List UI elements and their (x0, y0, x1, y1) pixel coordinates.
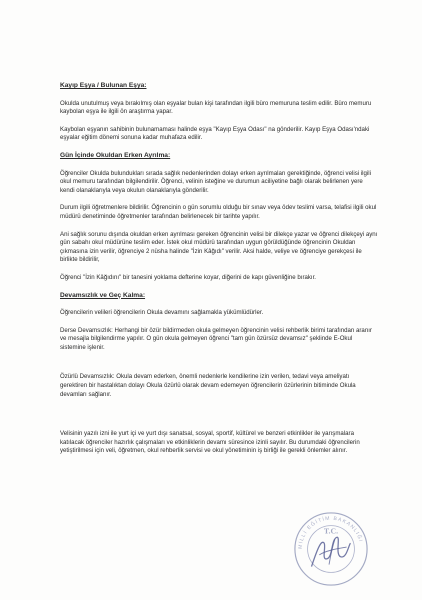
paragraph: Ani sağlık sorunu dışında okuldan erken ayrılması gereken öğrencinin velisi bir dilekçe yazar ve öğrenci dilekçeyi aynı gün sabahı okul müdürüne teslim eder. İstek okul müdürü tarafından uygun görüldüğünde öğrencinin Okuldan çıkmasına izin verilir, öğrenciye 2 nüsha halinde "İzin Kâğıdı" verilir. Aksi halde, veliye ve öğrenciye gerekçesi ile birlikte bildirilir, (60, 230, 378, 264)
paragraph: Özürlü Devamsızlık: Okula devam ederken, önemli nedenlerle kendilerine izin verilen, tedavi veya ameliyatı gerektiren bir hastalıktan dolayı Okula özürlü olarak devam edemeyen öğrencilerin özürlerinin bitiminde Okula devamları sağlanır. (60, 373, 356, 398)
svg-text:MİLLİ EĞİTİM BAKANLIĞI: MİLLİ EĞİTİM BAKANLIĞI (297, 515, 364, 550)
paragraph: Velisinin yazılı izni ile yurt içi ve yurt dışı sanatsal, sosyal, sportif, kültürel ve benzeri etkinlikler ile yarışmalara katılacak öğrenciler hazırlık çalışmaları ve etkinliklerin devamı süresince izinli sayılır. Bu durumdaki öğrencilerin yetiştirilmesi için veli, öğretmen, okul rehberlik servisi ve okul yönetiminin iş birliği ile gerekli önlemler alınır. (60, 430, 360, 455)
section-heading-early-leave: Gün İçinde Okuldan Erken Ayrılma: (60, 151, 171, 159)
section-heading-lost-items: Kayıp Eşya / Bulunan Eşya: (60, 82, 147, 89)
paragraph: Öğrencilerin velileri öğrencilerin Okula devamını sağlamakla yükümlüdürler. (60, 309, 264, 317)
paragraph: Öğrenci "İzin Kâğıdını" bir tanesini yoklama defterine koyar, diğerini de kapı güvenliğine bırakır. (60, 273, 317, 281)
svg-text:T.C.: T.C. (323, 526, 339, 536)
paragraph: Derse Devamsızlık: Herhangi bir özür bildirmeden okula gelmeyen öğrencinin velisi rehberlik birimi tarafından aranır ve mesajla bilgilendirme yapılır. O gün okula gelmeyen öğrenci "tam gün özürsüz devamsız" şeklinde E-Okul sistemine işlenir. (60, 326, 372, 351)
paragraph: Kaybolan eşyanın sahibinin bulunamaması halinde eşya "Kayıp Eşya Odası" na gönderilir. Kayıp Eşya Odası'ndaki eşyalar eğitim dönemi sonuna kadar muhafaza edilir. (60, 125, 370, 142)
paragraph: Durum ilgili öğretmenlere bildirilir. Öğrencinin o gün sorumlu olduğu bir sınav veya ödev teslimi varsa, telafisi ilgili okul müdürü denetiminde öğretmenler tarafından belirlenecek bir tarihte yapılır. (60, 204, 377, 220)
paragraph: Öğrenciler Okulda bulundukları sırada sağlık nedenlerinden dolayı erken ayrılmaları gerektiğinde, öğrenci velisi ilgili okul memuru tarafından bilgilendirilir. Öğrenci, velinin isteğine ve durumun aciliyetine bağlı olarak belirlenen yere kendi olanaklarıyla veya okulun olanaklarıyla gönderilir. (60, 169, 371, 194)
paragraph: Okulda unutulmuş veya bırakılmış olan eşyalar bulan kişi tarafından ilgili büro memuruna teslim edilir. Büro memuru kaybolan eşya ile ilgili ön araştırma yapar. (60, 99, 372, 116)
official-seal-stamp (292, 510, 370, 588)
document-body (60, 82, 378, 465)
section-heading-absence: Devamsızlık ve Geç Kalma: (60, 291, 146, 299)
